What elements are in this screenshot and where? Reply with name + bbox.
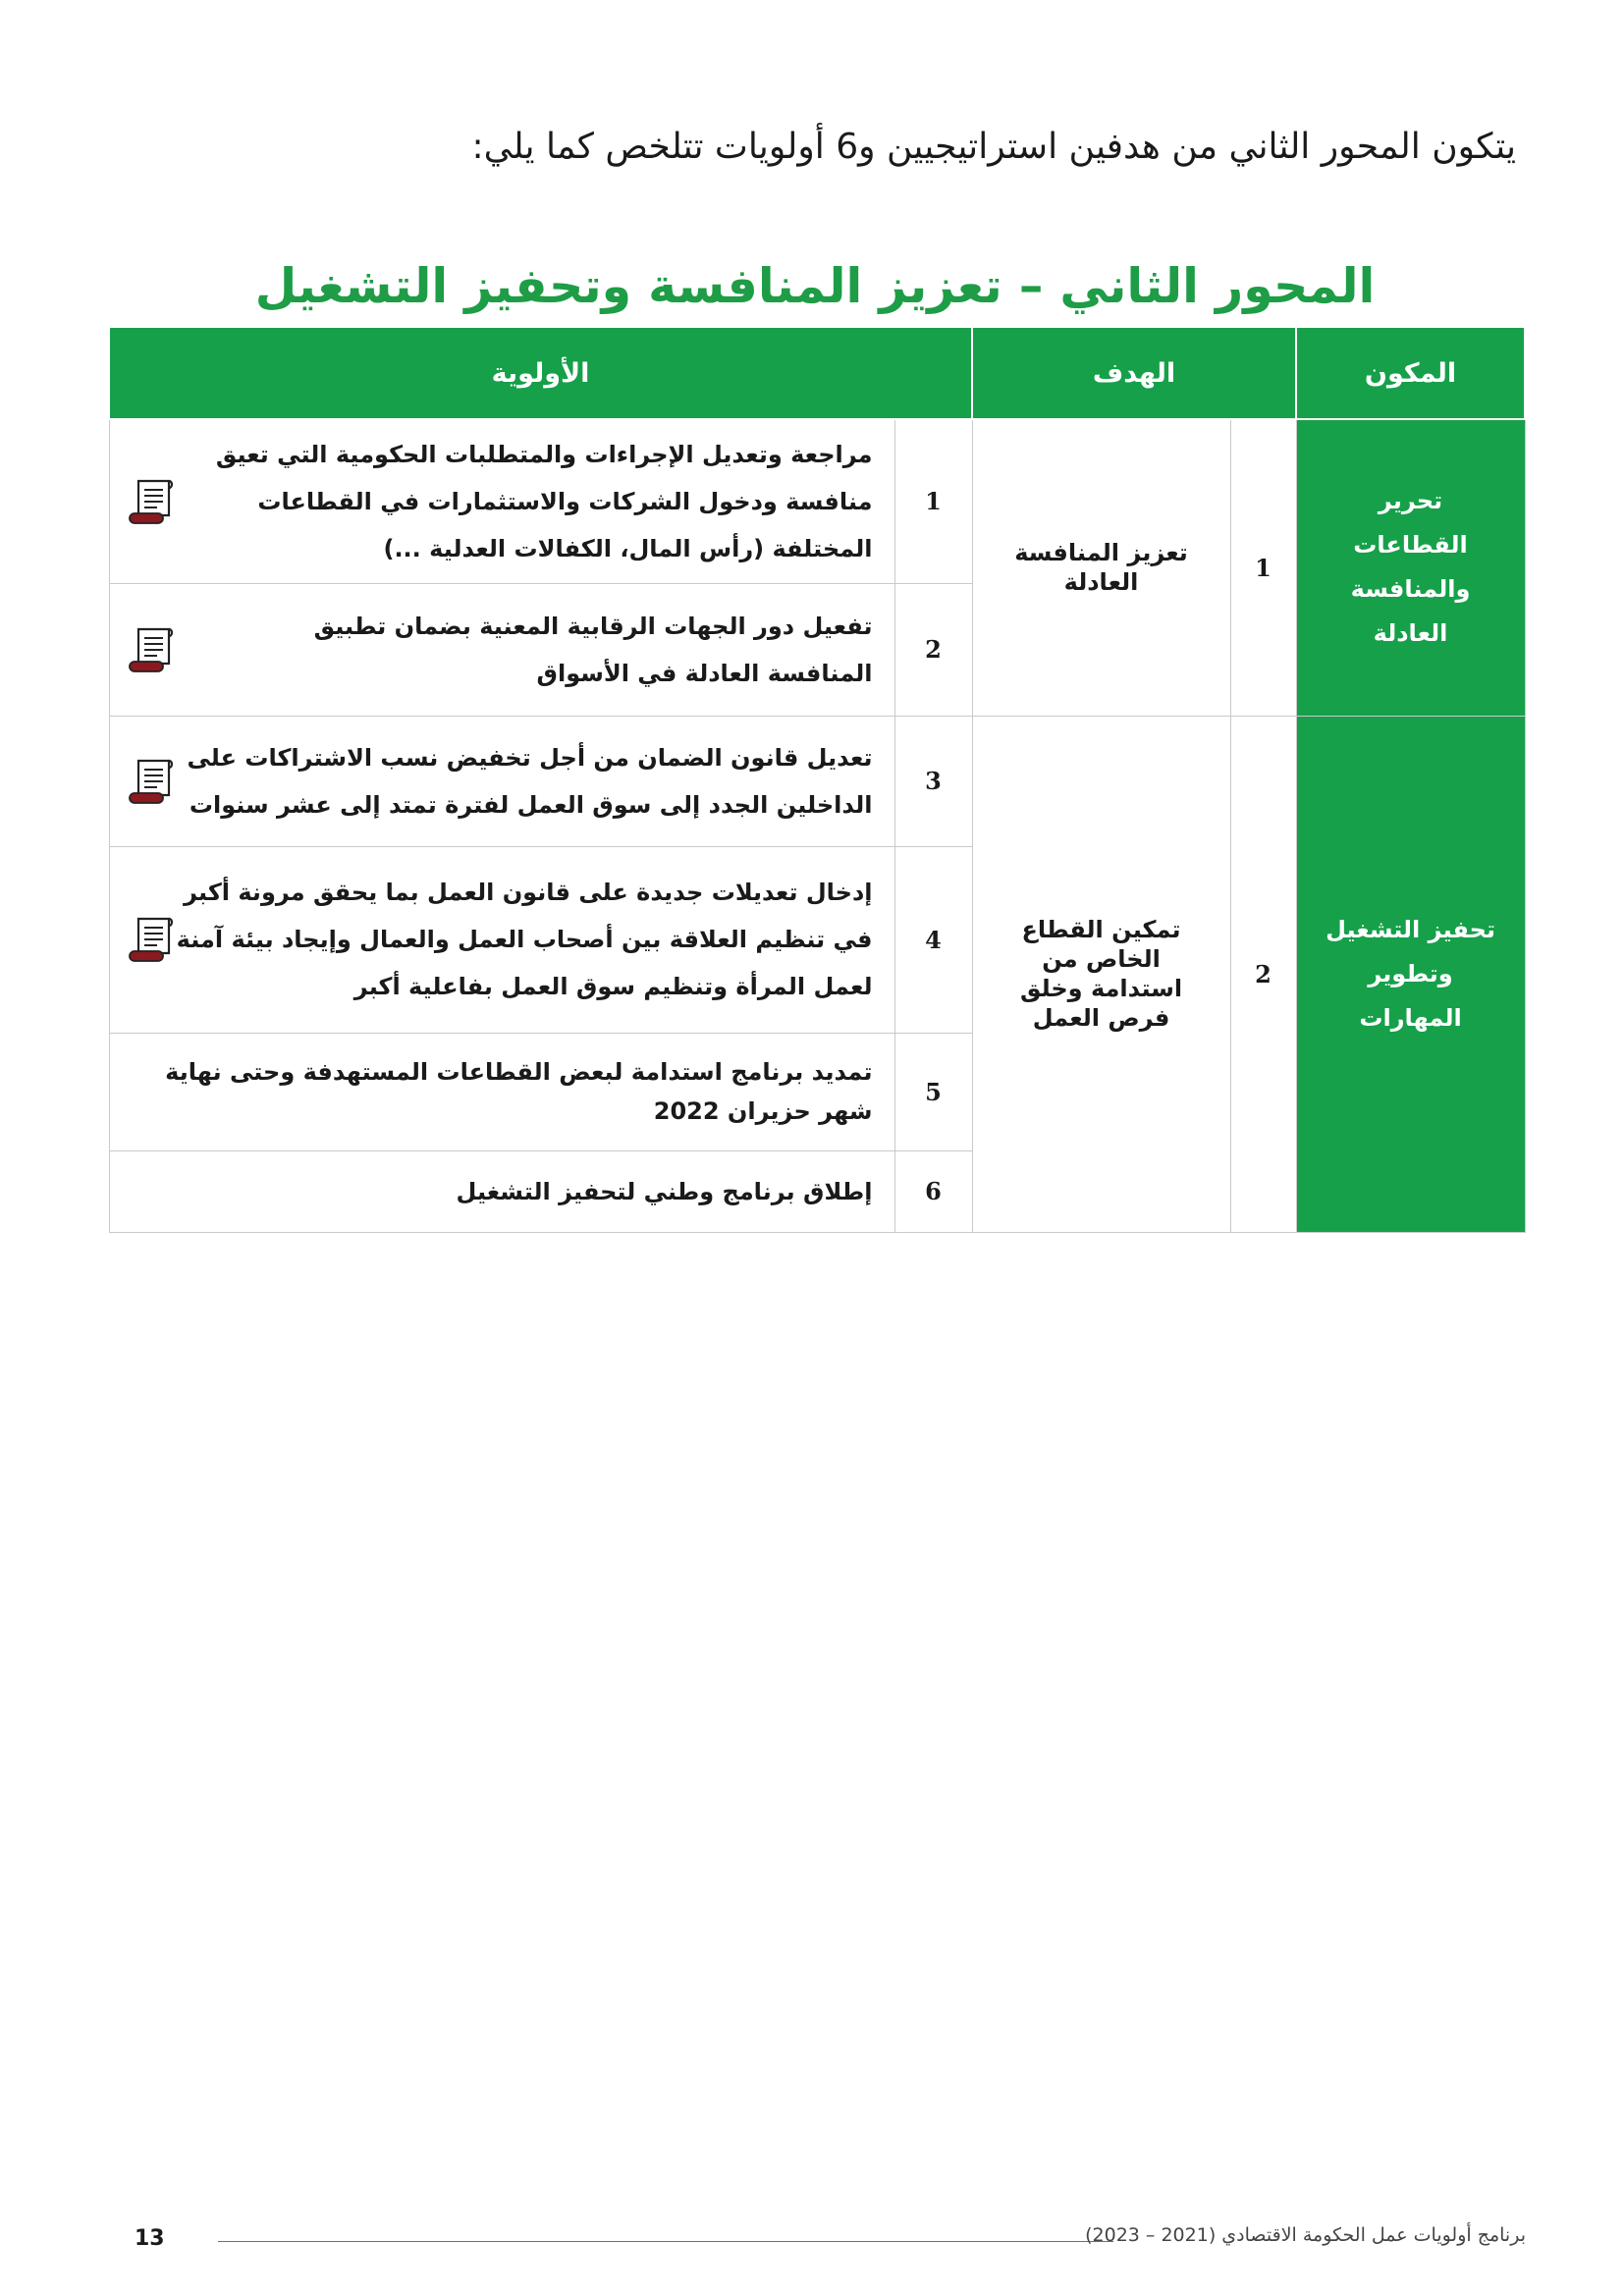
component-cell (1296, 716, 1525, 1232)
priority-number: 5 (894, 1033, 972, 1150)
header-component: المكون (1296, 327, 1525, 419)
header-priority: الأولوية (109, 327, 972, 419)
priority-cell (109, 419, 894, 583)
goal-number: 1 (1230, 419, 1296, 716)
legislation-scroll-icon (126, 914, 175, 965)
priority-text: تعديل قانون الضمان من أجل تخفيض نسب الاشتراكات على الداخلين الجدد إلى سوق العمل لفترة تمتد إلى عشر سنوات (187, 743, 873, 819)
priority-text: إدخال تعديلات جديدة على قانون العمل بما يحقق مرونة أكبر في تنظيم العلاقة بين أصحاب العمل والعمال وإيجاد بيئة آمنة لعمل المرأة وتنظيم سوق العمل بفاعلية أكبر (176, 879, 873, 1000)
footer-divider (218, 2241, 1113, 2242)
priority-number: 6 (894, 1150, 972, 1232)
axis-title: المحور الثاني – تعزيز المنافسة وتحفيز التشغيل (254, 258, 1376, 314)
table-header-row (109, 327, 1525, 419)
priority-number: 3 (894, 716, 972, 846)
component-name: تحفيز التشغيل وتطوير المهارات (1326, 915, 1495, 1032)
priority-text: مراجعة وتعديل الإجراءات والمتطلبات الحكومية التي تعيق منافسة ودخول الشركات والاستثمارات في القطاعات المختلفة (رأس المال، الكفالات العدلية ...) (215, 440, 873, 562)
priority-number: 1 (894, 419, 972, 583)
priority-text: تفعيل دور الجهات الرقابية المعنية بضمان تطبيق المنافسة العادلة في الأسواق (313, 612, 873, 687)
goal-text: تمكين القطاع الخاص من استدامة وخلق فرص العمل (1019, 916, 1183, 1032)
page-number: 13 (135, 2226, 165, 2251)
priority-cell (109, 716, 894, 846)
table-row (109, 716, 1525, 846)
priority-text: إطلاق برنامج وطني لتحفيز التشغيل (456, 1177, 873, 1205)
intro-paragraph: يتكون المحور الثاني من هدفين استراتيجيين و6 أولويات تتلخص كما يلي: (471, 127, 1516, 167)
goal-cell (972, 716, 1230, 1232)
priority-number: 4 (894, 846, 972, 1033)
priority-cell (109, 846, 894, 1033)
footer-title: برنامج أولويات عمل الحكومة الاقتصادي (2021 – 2023) (1085, 2224, 1526, 2246)
priority-cell (109, 1033, 894, 1150)
legislation-scroll-icon (126, 476, 175, 527)
table-row (109, 419, 1525, 583)
goal-text: تعزيز المنافسة العادلة (1014, 539, 1188, 597)
goal-cell (972, 419, 1230, 716)
priority-cell (109, 583, 894, 716)
component-cell (1296, 419, 1525, 716)
goal-number: 2 (1230, 716, 1296, 1232)
legislation-scroll-icon (126, 756, 175, 807)
priority-number: 2 (894, 583, 972, 716)
component-name: تحرير القطاعات والمنافسة العادلة (1350, 487, 1471, 648)
header-goal: الهدف (972, 327, 1296, 419)
legislation-scroll-icon (126, 624, 175, 675)
priority-cell (109, 1150, 894, 1232)
priorities-table (108, 326, 1526, 1233)
priority-text: تمديد برنامج استدامة لبعض القطاعات المستهدفة وحتى نهاية شهر حزيران 2022 (165, 1058, 873, 1125)
